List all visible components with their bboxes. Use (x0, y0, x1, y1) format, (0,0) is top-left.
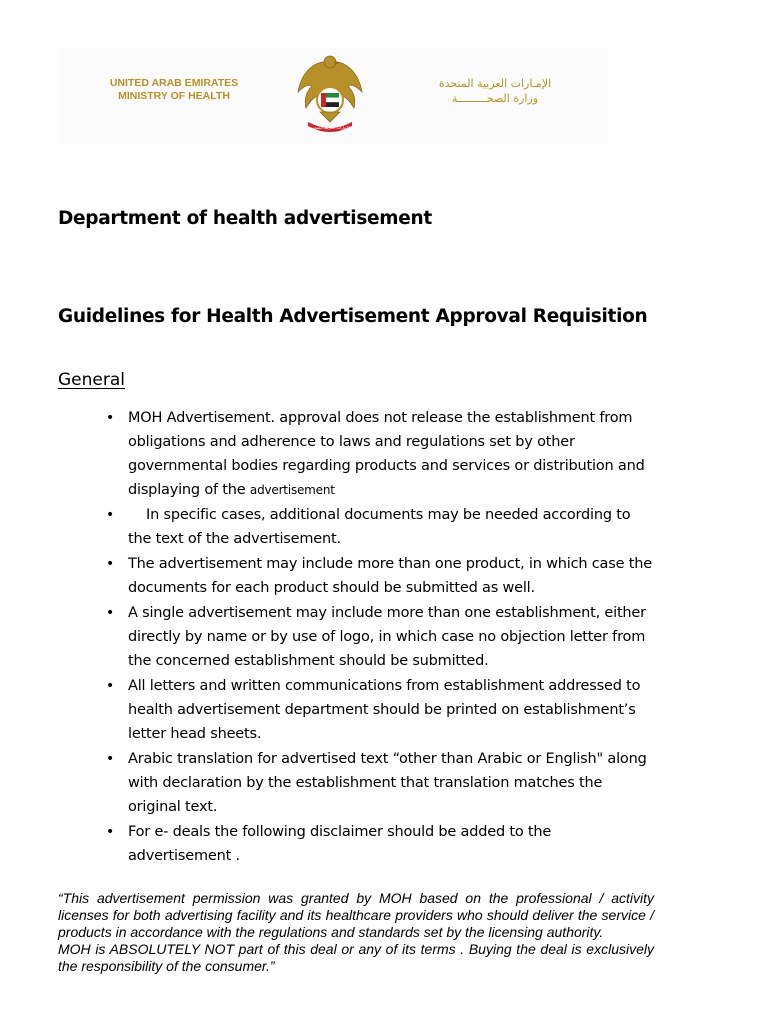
list-item: • The advertisement may include more than one product, in which case the documents for each product should be submitted as well. (128, 552, 658, 600)
uae-emblem-logo (294, 52, 366, 134)
bullet-icon: • (106, 556, 115, 572)
country-name-en: UNITED ARAB EMIRATES (109, 77, 239, 89)
list-item: • MOH Advertisement. approval does not release the establishment from obligations and adherence to laws and regulations set by other governmental bodies regarding products and services or distribution and displaying of the advertisement (128, 406, 658, 502)
list-item: • All letters and written communications from establishment addressed to health advertisement department should be printed on establishment’s letter head sheets. (128, 674, 658, 746)
disclaimer-paragraph-2: MOH is ABSOLUTELY NOT part of this deal or any of its terms . Buying the deal is exclusively the responsibility of the consumer.” (58, 941, 654, 974)
ministry-name-en: MINISTRY OF HEALTH (118, 90, 230, 102)
bullet-icon: • (106, 678, 115, 694)
bullet-icon: • (106, 410, 115, 426)
letterhead-arabic (420, 76, 570, 106)
emblem-banner-text: الإمارات العربية المتحدة (310, 125, 350, 130)
letterhead-english (104, 77, 244, 103)
list-item: • Arabic translation for advertised text “other than Arabic or English" along with declaration by the establishment that translation matches the original text. (128, 747, 658, 819)
list-item: • For e- deals the following disclaimer should be added to the advertisement . (128, 820, 658, 868)
country-name-ar: الإمـارات العربية المتحدة (438, 77, 552, 90)
ministry-name-ar: وزارة الصحـــــــــة (451, 92, 539, 105)
bullet-icon: • (106, 507, 115, 523)
guidelines-heading: Guidelines for Health Advertisement Approval Requisition (58, 306, 648, 327)
list-item: • A single advertisement may include more than one establishment, either directly by name or by use of logo, in which case no objection letter from the concerned establishment should be submitted. (128, 601, 658, 673)
bullet-icon: • (106, 824, 115, 840)
bullet-icon: • (106, 605, 115, 621)
department-heading: Department of health advertisement (58, 208, 432, 229)
guidelines-list (106, 406, 658, 869)
bullet-icon: • (106, 751, 115, 767)
list-item: • In specific cases, additional documents may be needed according to the text of the advertisement. (128, 503, 658, 551)
disclaimer-paragraph-1: “This advertisement permission was granted by MOH based on the professional / activity licenses for both advertising facility and its healthcare providers who should deliver the service / products in accordance with the regulations and standards set by the licensing authority. (58, 890, 654, 940)
disclaimer-text (58, 890, 654, 975)
general-subheading: General (58, 370, 125, 390)
